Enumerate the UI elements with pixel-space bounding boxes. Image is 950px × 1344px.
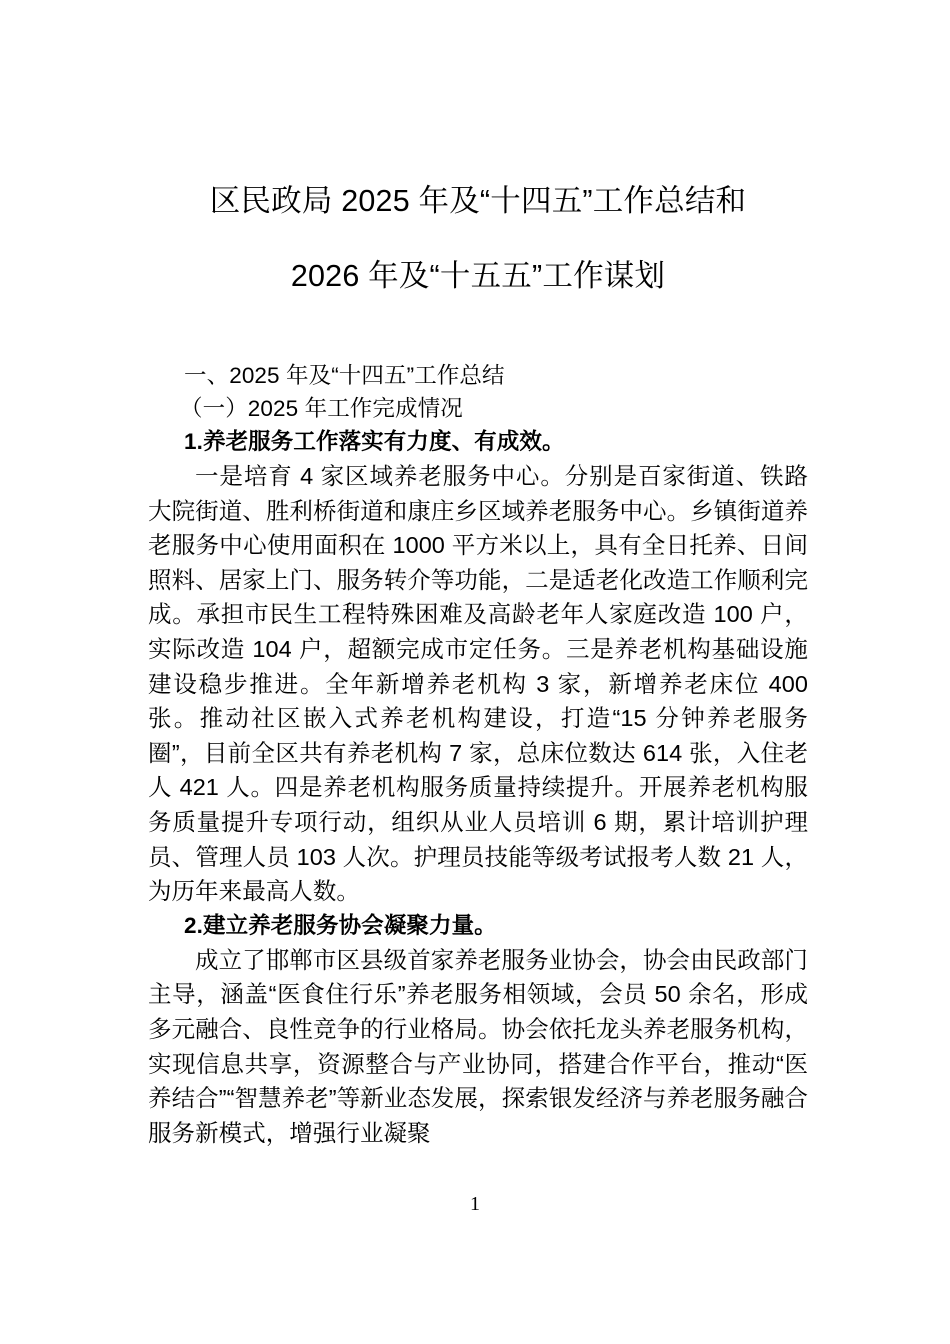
page-number: 1 <box>470 1193 480 1215</box>
page-title <box>148 0 808 314</box>
section-heading-level-3: 1.养老服务工作落实有力度、有成效。 <box>184 429 565 454</box>
section-heading-level-1: 一、2025 年及“十四五”工作总结 <box>184 363 505 388</box>
page-title-line-2: 2026 年及“十五五”工作谋划 <box>290 259 666 293</box>
page-title-line-1: 区民政局 2025 年及“十四五”工作总结和 <box>209 184 747 218</box>
body-paragraph: 成立了邯郸市区县级首家养老服务业协会，协会由民政部门主导，涵盖“医食住行乐”养老服务相领域，会员 50 余名，形成多元融合、良性竞争的行业格局。协会依托龙头养老服务机构，实现信息共享，资源整合与产业协同，搭建合作平台，推动“医养结合”“智慧养老”等新业态发展，探索银发经济与养老服务融合服务新模式，增强行业凝聚 <box>148 946 808 1146</box>
document-content <box>148 0 808 1150</box>
section-heading-level-3: 2.建立养老服务协会凝聚力量。 <box>184 912 497 938</box>
section-heading-level-2: （一）2025 年工作完成情况 <box>180 396 463 421</box>
body-paragraph: 一是培育 4 家区域养老服务中心。分别是百家街道、铁路大院街道、胜利桥街道和康庄乡区域养老服务中心。乡镇街道养老服务中心使用面积在 1000 平方米以上，具有全日托养、日间照料、居家上门、服务转介等功能，二是适老化改造工作顺利完成。承担市民生工程特殊困难及高龄老年人家庭改造 100 户，实际改造 104 户，超额完成市定任务。三是养老机构基础设施建设稳步推进。全年新增养老机构 3 家，新增养老床位 400 张。推动社区嵌入式养老机构建设，打造“15 分钟养老服务圈”，目前全区共有养老机构 7 家，总床位数达 614 张，入住老人 421 人。四是养老机构服务质量持续提升。开展养老机构服务质量提升专项行动，组织从业人员培训 6 期，累计培训护理员、管理人员 103 人次。护理员技能等级考试报考人数 21 人，为历年来最高人数。 <box>148 463 808 905</box>
